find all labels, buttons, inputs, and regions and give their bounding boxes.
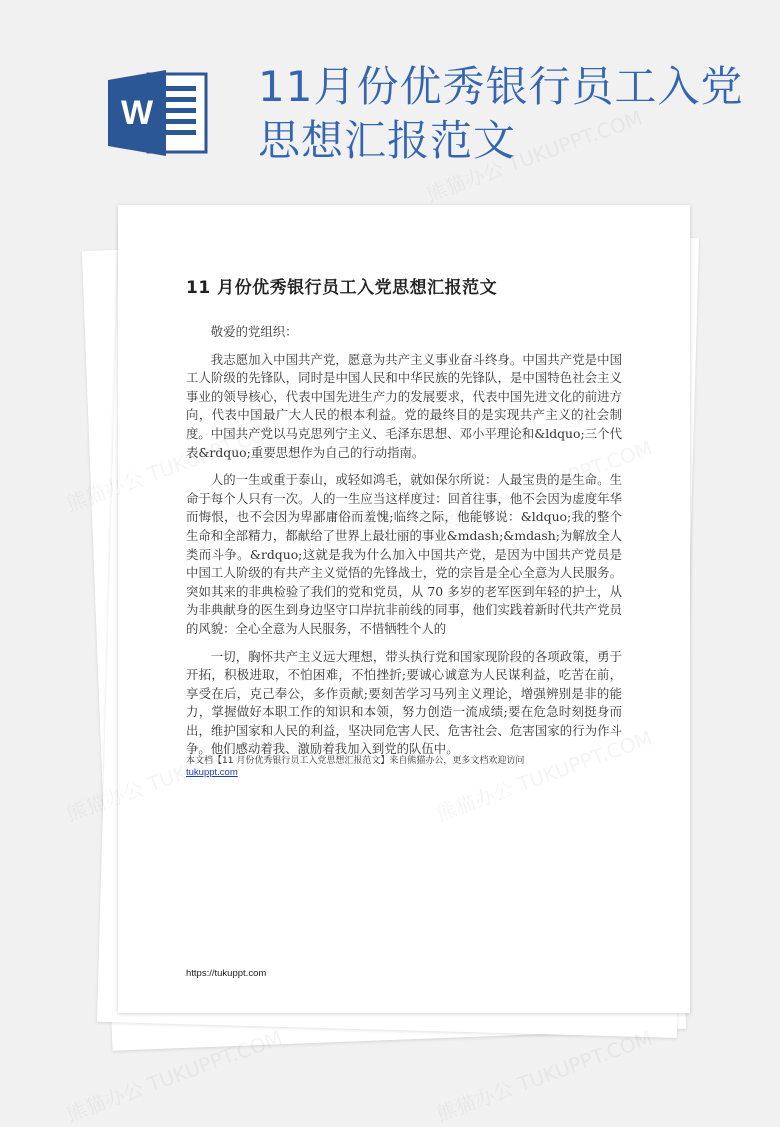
source-link[interactable]: tukuppt.com: [186, 767, 238, 778]
salutation: 敬爱的党组织：: [210, 324, 298, 339]
source-note-text: 本文档【11 月份优秀银行员工入党思想汇报范文】来自熊猫办公，更多文档欢迎访问: [186, 756, 525, 766]
paragraph: 一切，胸怀共产主义远大理想，带头执行党和国家现阶段的各项政策，勇于开拓，积极进取，不怕困难，不怕挫折;要诚心诚意为人民谋利益，吃苦在前，享受在后，克己奉公，多作贡献;要刻苦学习马列主义理论，增强辨别是非的能力，掌握做好本职工作的知识和本领，努力创造一流成绩;要在危急时刻挺身而出，维护国家和人民的利益，坚决同危害人民、危害社会、危害国家的行为作斗争。他们感动着我、激励着我加入到党的队伍中。: [186, 648, 622, 757]
paragraph: 我志愿加入中国共产党，愿意为共产主义事业奋斗终身。中国共产党是中国工人阶级的先锋队，同时是中国人民和中华民族的先锋队，是中国特色社会主义事业的领导核心，代表中国先进生产力的发展要求，代表中国先进文化的前进方向，代表中国最广大人民的根本利益。党的最终目的是实现共产主义的社会制度。中国共产党以马克思列宁主义、毛泽东思想、邓小平理论和&ldquo;三个代表&rdquo;重要思想作为自己的行动指南。: [186, 351, 622, 460]
document-body: [186, 323, 622, 768]
page-title: 11 月份优秀银行员工入党思想汇报范文: [186, 278, 498, 298]
paragraph: 人的一生或重于泰山，或轻如鸿毛，就如保尔所说：人最宝贵的是生命。生命于每个人只有一次。人的一生应当这样度过：回首往事，他不会因为虚度年华而悔恨，也不会因为卑鄙庸俗而羞愧;临终之际，他能够说：&ldquo;我的整个生命和全部精力，都献给了世界上最壮丽的事业&mdash;&mdash;为解放全人类而斗争。&rdquo;这就是我为什么加入中国共产党，是因为中国共产党员是中国工人阶级的有共产主义觉悟的先锋战士，党的宗旨是全心全意为人民服务。突如其来的非典检验了我们的党和党员，从 70 多岁的老军医到年轻的护士，从为非典献身的医生到身边坚守口岸抗非前线的同事，他们实践着新时代共产党员的风貌：全心全意为人民服务，不惜牺牲个人的: [186, 472, 622, 636]
source-note: [186, 755, 626, 779]
watermark: [432, 1022, 656, 1127]
document-title: 11月份优秀银行员工入党思想汇报范文: [258, 62, 744, 165]
document-page: [118, 205, 690, 1013]
page-footer-url[interactable]: https://tukuppt.com: [186, 968, 267, 979]
document-header: [0, 0, 780, 200]
svg-text:W: W: [120, 94, 154, 132]
word-document-icon: [108, 70, 208, 156]
